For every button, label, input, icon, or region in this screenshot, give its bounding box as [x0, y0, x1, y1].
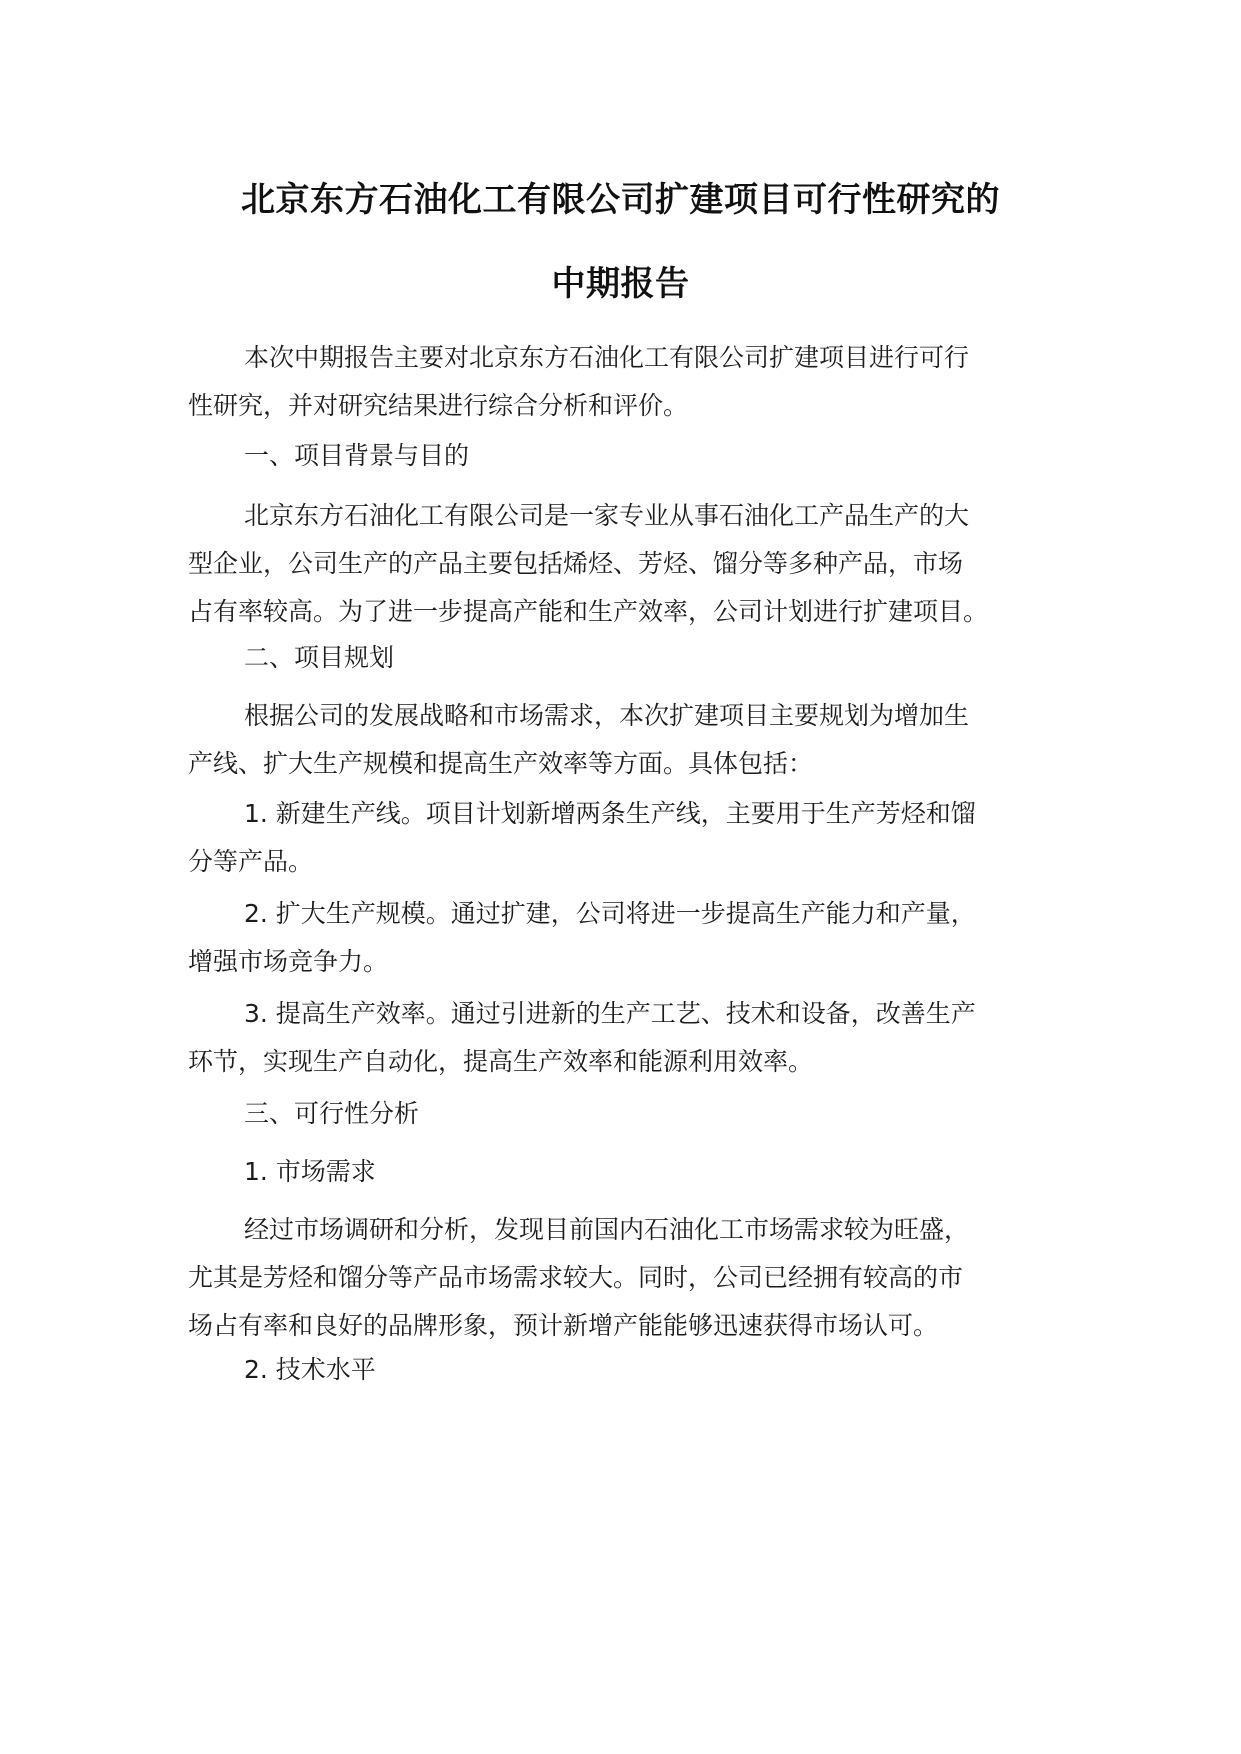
subsection-1-paragraph	[188, 1206, 1068, 1350]
document-title-line-1: 北京东方石油化工有限公司扩建项目可行性研究的	[241, 180, 1000, 220]
list-item-1-line-1: 1. 新建生产线。项目计划新增两条生产线，主要用于生产芳烃和馏	[244, 799, 976, 828]
section-2-paragraph	[188, 692, 1068, 788]
section-2-line-1: 根据公司的发展战略和市场需求，本次扩建项目主要规划为增加生	[244, 701, 970, 730]
subsection-2-heading	[188, 1346, 1068, 1394]
subsection-1-line-1: 经过市场调研和分析，发现目前国内石油化工市场需求较为旺盛，	[244, 1215, 970, 1244]
subsection-2-heading-text: 2. 技术水平	[244, 1355, 376, 1384]
section-3-heading-text: 三、可行性分析	[244, 1099, 420, 1128]
list-item-2-line-2: 增强市场竞争力。	[188, 947, 389, 976]
intro-line-1: 本次中期报告主要对北京东方石油化工有限公司扩建项目进行可行	[244, 343, 970, 372]
list-item-1	[188, 790, 1068, 886]
list-item-3	[188, 990, 1068, 1086]
section-1-line-2: 型企业，公司生产的产品主要包括烯烃、芳烃、馏分等多种产品，市场	[188, 549, 964, 578]
list-item-3-line-1: 3. 提高生产效率。通过引进新的生产工艺、技术和设备，改善生产	[244, 999, 976, 1028]
section-1-heading-text: 一、项目背景与目的	[244, 441, 470, 470]
section-2-heading-text: 二、项目规划	[244, 643, 395, 672]
section-1-line-3: 占有率较高。为了进一步提高产能和生产效率，公司计划进行扩建项目。	[188, 597, 989, 626]
list-item-2-line-1: 2. 扩大生产规模。通过扩建，公司将进一步提高生产能力和产量，	[244, 899, 976, 928]
section-1-heading	[188, 432, 1068, 480]
section-3-heading	[188, 1090, 1068, 1138]
list-item-2	[188, 890, 1068, 986]
subsection-1-heading	[188, 1148, 1068, 1196]
list-item-1-line-2: 分等产品。	[188, 847, 314, 876]
section-1-paragraph	[188, 492, 1068, 636]
subsection-1-line-2: 尤其是芳烃和馏分等产品市场需求较大。同时，公司已经拥有较高的市	[188, 1263, 964, 1292]
subsection-1-heading-text: 1. 市场需求	[244, 1157, 376, 1186]
section-2-line-2: 产线、扩大生产规模和提高生产效率等方面。具体包括：	[188, 749, 814, 778]
intro-line-2: 性研究，并对研究结果进行综合分析和评价。	[188, 391, 689, 420]
subsection-1-line-3: 场占有率和良好的品牌形象，预计新增产能能够迅速获得市场认可。	[188, 1311, 939, 1340]
intro-paragraph	[188, 334, 1068, 430]
section-2-heading	[188, 634, 1068, 682]
document-title-line-2: 中期报告	[551, 264, 690, 304]
list-item-3-line-2: 环节，实现生产自动化，提高生产效率和能源利用效率。	[188, 1047, 814, 1076]
section-1-line-1: 北京东方石油化工有限公司是一家专业从事石油化工产品生产的大	[244, 501, 970, 530]
